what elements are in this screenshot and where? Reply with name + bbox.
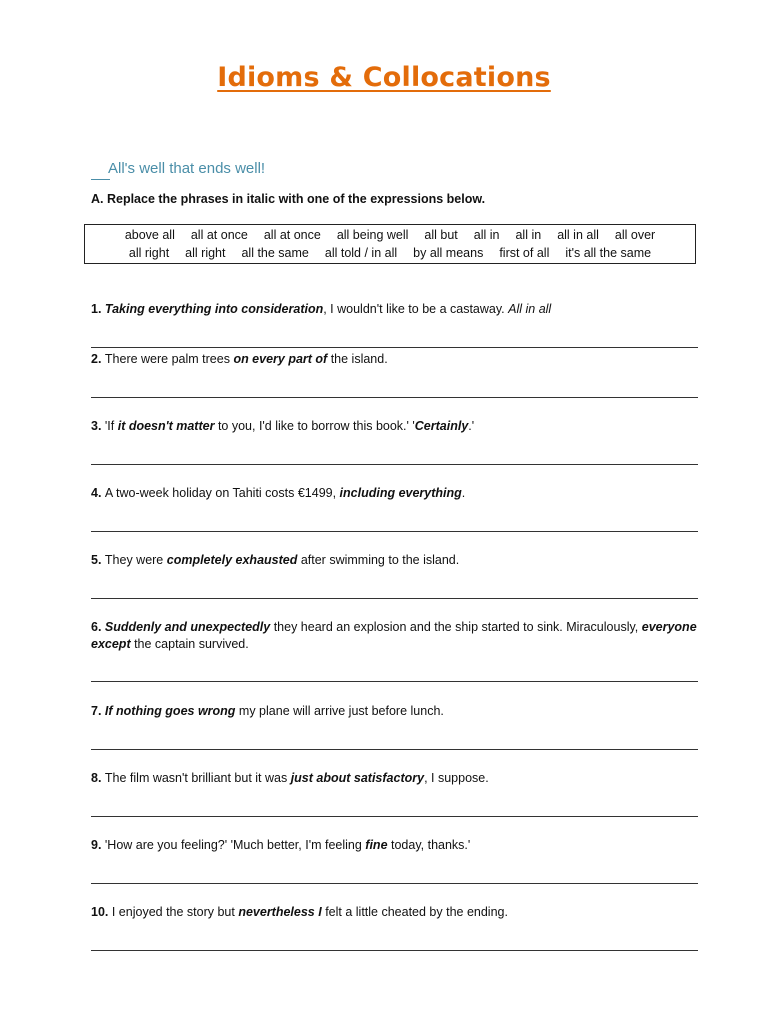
question-item — [91, 619, 711, 653]
expression-item: first of all — [499, 246, 550, 260]
question-text: I enjoyed the story but — [111, 905, 239, 919]
expression-item: all over — [614, 228, 656, 242]
phrase-to-replace: completely exhausted — [166, 553, 298, 567]
question-item — [91, 418, 711, 435]
phrase-to-replace: Taking everything into consideration — [104, 302, 324, 316]
phrase-to-replace: just about satisfactory — [290, 771, 425, 785]
expression-item: all being well — [336, 228, 409, 242]
example-answer: All in all — [508, 302, 552, 316]
phrase-to-replace: Certainly — [414, 419, 469, 433]
expression-item: all told / in all — [324, 246, 398, 260]
question-number: 10. — [91, 905, 112, 919]
question-number: 6. — [91, 620, 105, 634]
answer-line[interactable] — [91, 347, 698, 348]
question-number: 3. — [91, 419, 105, 433]
phrase-to-replace: everyone except — [91, 620, 697, 651]
question-text: after swimming to the island. — [297, 553, 460, 567]
subtitle-underline — [91, 179, 110, 180]
question-item — [91, 770, 711, 787]
answer-line[interactable] — [91, 883, 698, 884]
expression-item: all at once — [190, 228, 248, 242]
expression-item: it's all the same — [565, 246, 652, 260]
expression-item: all in all — [557, 228, 599, 242]
question-text: , I suppose. — [424, 771, 489, 785]
question-number: 2. — [91, 352, 105, 366]
expression-item: all right — [185, 246, 226, 260]
exercise-instruction: A. Replace the phrases in italic with one of the expressions below. — [91, 192, 486, 206]
question-text: 'How are you feeling?' 'Much better, I'm feeling — [104, 838, 366, 852]
expression-item: above all — [124, 228, 175, 242]
question-text: They were — [104, 553, 167, 567]
phrase-to-replace: nevertheless I — [238, 905, 322, 919]
expression-item: all in — [473, 228, 500, 242]
phrase-to-replace: it doesn't matter — [117, 419, 215, 433]
page-title: Idioms & Collocations — [217, 62, 551, 93]
question-item — [91, 552, 711, 569]
question-text: . — [461, 486, 466, 500]
question-text: 'If — [104, 419, 118, 433]
answer-line[interactable] — [91, 397, 698, 398]
expression-item: all the same — [241, 246, 309, 260]
question-item — [91, 703, 711, 720]
question-item — [91, 351, 711, 368]
expression-row-2 — [85, 246, 695, 260]
expression-item: all but — [424, 228, 458, 242]
answer-line[interactable] — [91, 950, 698, 951]
question-number: 1. — [91, 302, 105, 316]
section-subtitle: All's well that ends well! — [108, 160, 266, 177]
question-text: , I wouldn't like to be a castaway. — [323, 302, 509, 316]
expression-item: by all means — [413, 246, 484, 260]
answer-line[interactable] — [91, 464, 698, 465]
answer-line[interactable] — [91, 598, 698, 599]
expression-item: all right — [128, 246, 170, 260]
question-text: There were palm trees — [104, 352, 234, 366]
expression-item: all at once — [263, 228, 321, 242]
question-text: The film wasn't brilliant but it was — [104, 771, 291, 785]
question-number: 9. — [91, 838, 105, 852]
question-text: my plane will arrive just before lunch. — [235, 704, 444, 718]
question-text: the island. — [327, 352, 388, 366]
question-number: 7. — [91, 704, 105, 718]
question-text: to you, I'd like to borrow this book.' ' — [214, 419, 415, 433]
expression-row-1 — [85, 228, 695, 242]
question-text: A two-week holiday on Tahiti costs €1499, — [104, 486, 340, 500]
phrase-to-replace: on every part of — [233, 352, 328, 366]
question-text: today, thanks.' — [387, 838, 471, 852]
question-text: they heard an explosion and the ship started to sink. Miraculously, — [270, 620, 642, 634]
question-number: 8. — [91, 771, 105, 785]
question-text: .' — [468, 419, 475, 433]
phrase-to-replace: If nothing goes wrong — [104, 704, 236, 718]
phrase-to-replace: fine — [365, 838, 388, 852]
question-item — [91, 904, 711, 921]
question-text: the captain survived. — [130, 637, 249, 651]
answer-line[interactable] — [91, 681, 698, 682]
expression-box — [84, 224, 696, 264]
question-item — [91, 301, 711, 318]
phrase-to-replace: including everything — [339, 486, 462, 500]
answer-line[interactable] — [91, 749, 698, 750]
answer-line[interactable] — [91, 531, 698, 532]
question-text: felt a little cheated by the ending. — [321, 905, 508, 919]
question-item — [91, 837, 711, 854]
expression-item: all in — [515, 228, 542, 242]
question-number: 5. — [91, 553, 105, 567]
phrase-to-replace: Suddenly and unexpectedly — [104, 620, 271, 634]
question-item — [91, 485, 711, 502]
question-number: 4. — [91, 486, 105, 500]
answer-line[interactable] — [91, 816, 698, 817]
